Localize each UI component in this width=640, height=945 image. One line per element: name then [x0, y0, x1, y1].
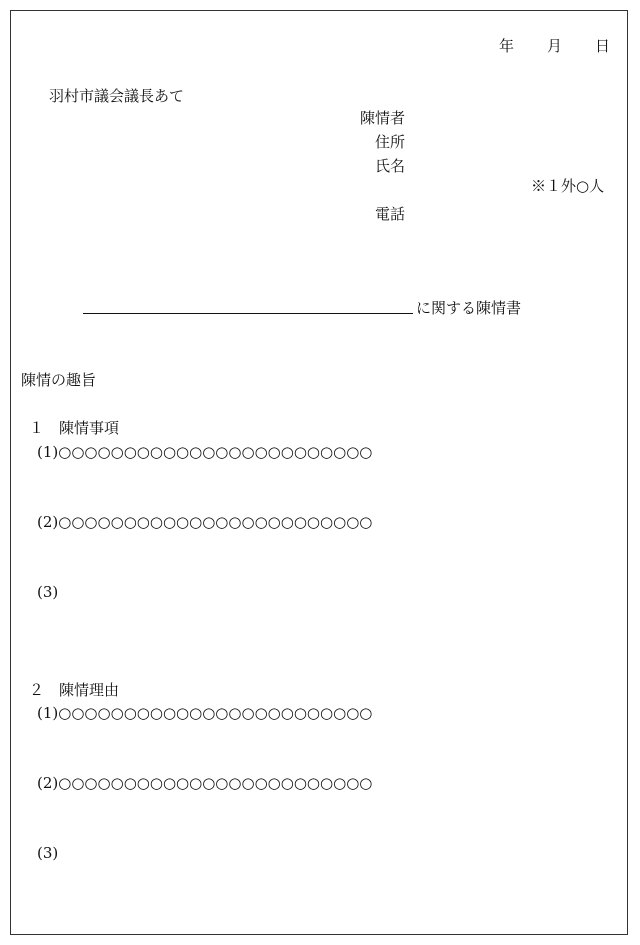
reason-item-2: (2)○○○○○○○○○○○○○○○○○○○○○○○○	[37, 774, 373, 792]
title-blank-line	[83, 313, 413, 314]
gist-heading: 陳情の趣旨	[21, 371, 97, 389]
petition-form-page	[10, 10, 628, 935]
addressee: 羽村市議会議長あて	[49, 87, 185, 105]
petition-item-2: (2)○○○○○○○○○○○○○○○○○○○○○○○○	[37, 513, 373, 531]
address-label: 住所	[374, 133, 405, 151]
section-petition-items-heading: １ 陳情事項	[29, 419, 120, 437]
reason-item-3: (3)	[37, 844, 59, 862]
petition-item-1: (1)○○○○○○○○○○○○○○○○○○○○○○○○	[37, 443, 373, 461]
section-petition-reasons-heading: ２ 陳情理由	[29, 681, 120, 699]
date-line: 年 月 日	[499, 37, 612, 55]
reason-item-1: (1)○○○○○○○○○○○○○○○○○○○○○○○○	[37, 704, 373, 722]
petition-item-3: (3)	[37, 583, 59, 601]
petition-title-suffix: に関する陳情書	[416, 299, 522, 317]
name-label: 氏名	[374, 157, 405, 175]
petitioner-label: 陳情者	[359, 109, 405, 127]
phone-label: 電話	[374, 205, 405, 223]
others-note: ※１外○人	[531, 177, 605, 195]
